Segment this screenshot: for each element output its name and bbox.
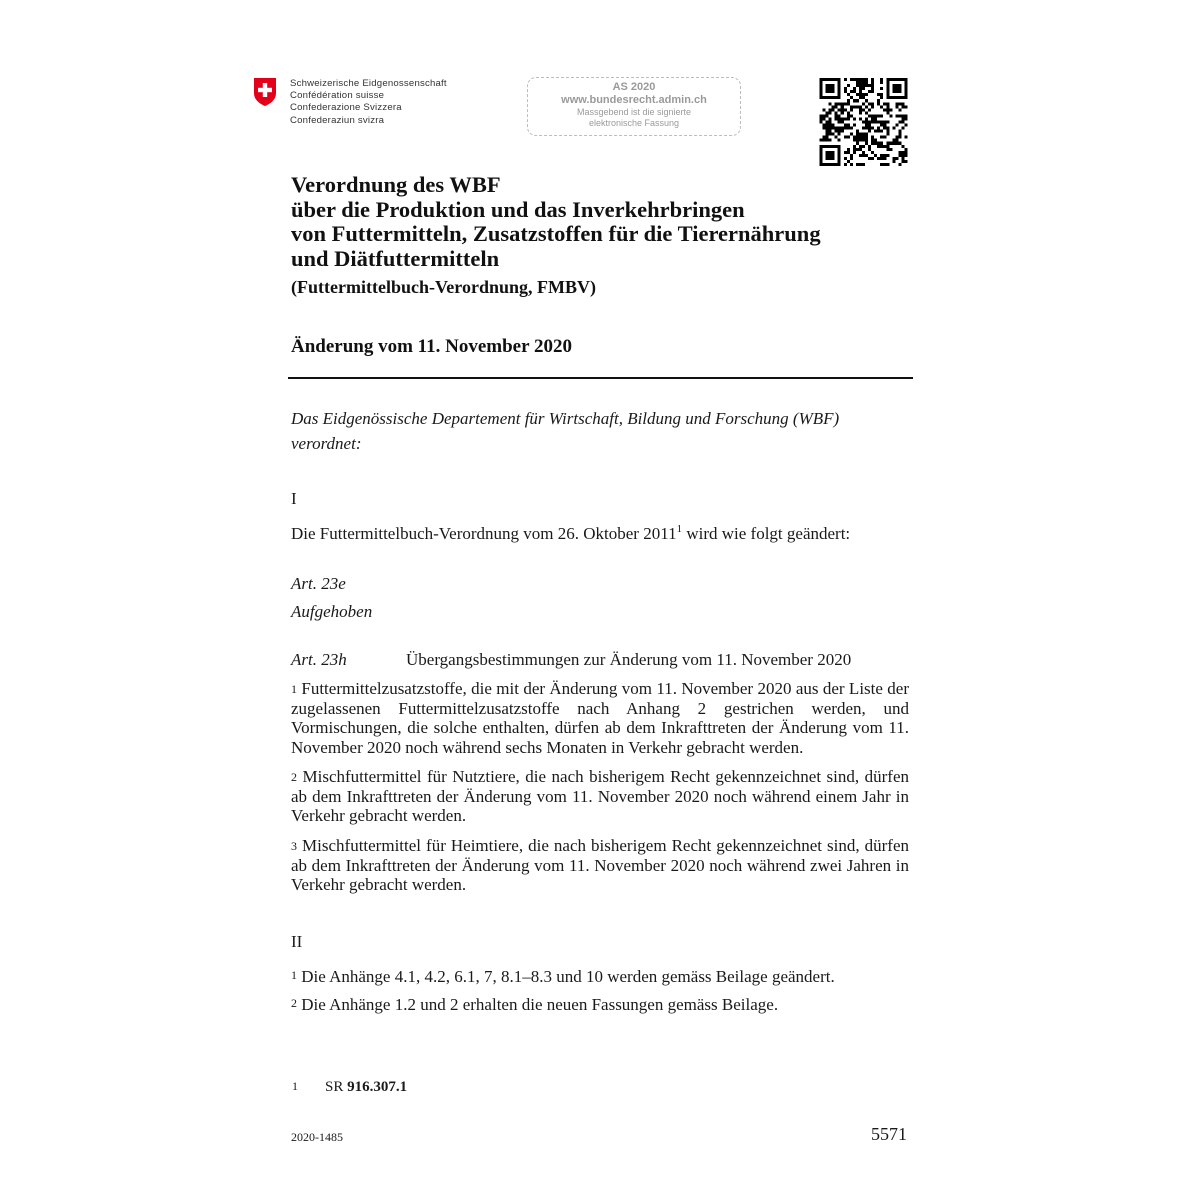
stamp-note-line1: Massgebend ist die signierte (576, 107, 692, 117)
footnote-text (325, 1079, 407, 1096)
institution-names (290, 78, 447, 127)
qr-code-icon (819, 78, 908, 166)
page-number: 5571 (871, 1124, 907, 1144)
footnote-prefix: SR (325, 1079, 348, 1095)
article-23h-paragraph-2 (291, 767, 909, 826)
paragraph-text: Mischfuttermittel für Nutztiere, die nach bisherigem Recht gekennzeichnet sind, dürfen ab dem Inkrafttreten der Änderung vom 11. November 2020 noch während einem Jahr in Verkehr gebracht werden. (291, 767, 910, 825)
article-23e-label: Art. 23e (291, 574, 346, 593)
title-divider (288, 377, 913, 379)
title-line: über die Produktion und das Inverkehrbringen (291, 196, 745, 222)
section-numeral-i: I (291, 489, 297, 508)
paragraph-number: 2 (291, 996, 297, 1010)
paragraph-number: 1 (291, 968, 297, 982)
stamp-website: www.bundesrecht.admin.ch (561, 94, 707, 106)
document-number: 2020-1485 (291, 1130, 343, 1144)
section-numeral-ii: II (291, 932, 303, 951)
section-ii-paragraph-2 (291, 995, 778, 1015)
article-23h-paragraph-3 (291, 836, 909, 895)
document-title (291, 173, 821, 271)
official-publication-stamp (527, 77, 741, 136)
institution-line-fr: Confédération suisse (290, 90, 385, 102)
preamble-line: verordnet: (291, 434, 362, 453)
preamble-line: Das Eidgenössische Departement für Wirtschaft, Bildung und Forschung (WBF) (291, 409, 840, 428)
article-23h-heading: Übergangsbestimmungen zur Änderung vom 11. November 2020 (406, 650, 852, 669)
paragraph-number: 2 (291, 770, 297, 784)
stamp-as-number: AS 2020 (612, 81, 656, 93)
title-line: und Diätfuttermitteln (291, 245, 500, 271)
institution-line-de: Schweizerische Eidgenossenschaft (290, 78, 447, 89)
paragraph-number: 1 (291, 682, 297, 696)
institution-line-rm: Confederaziun svizra (290, 114, 385, 126)
title-line: von Futtermitteln, Zusatzstoffen für die Tierernährung (291, 221, 821, 246)
stamp-note-line2: elektronische Fassung (588, 118, 680, 128)
footnote-reference: 1 (676, 523, 683, 535)
paragraph-number: 3 (291, 839, 297, 853)
article-23e-text: Aufgehoben (291, 602, 373, 621)
footnote-number: 1 (292, 1079, 298, 1093)
article-23h-label: Art. 23h (291, 650, 347, 669)
section-ii-paragraph-1 (291, 967, 835, 987)
preamble (291, 406, 911, 456)
document-short-title: (Futtermittelbuch-Verordnung, FMBV) (291, 277, 596, 297)
amendment-date-heading: Änderung vom 11. November 2020 (291, 336, 572, 357)
article-23h-paragraph-1 (291, 679, 909, 757)
institution-line-it: Confederazione Svizzera (290, 102, 402, 114)
paragraph-text: Die Anhänge 1.2 und 2 erhalten die neuen Fassungen gemäss Beilage. (301, 995, 779, 1014)
footnote-sr-reference: 916.307.1 (347, 1079, 408, 1095)
amendment-intro-sentence (291, 524, 850, 544)
paragraph-text: Mischfuttermittel für Heimtiere, die nach bisherigem Recht gekennzeichnet sind, dürfen ab dem Inkrafttreten der Änderung vom 11. November 2020 noch während zwei Jahren in Verkehr gebracht werden. (291, 836, 909, 894)
swiss-cross-emblem-icon (252, 77, 278, 107)
paragraph-text: Futtermittelzusatzstoffe, die mit der Änderung vom 11. November 2020 aus der Liste der zugelassenen Futtermittelzusatzstoffe nach Anhang 2 gestrichen werden, und Vormischungen, die solche enthalten, dürfen ab dem Inkrafttreten der Änderung vom 11. November 2020 noch während sechs Monaten in Verkehr gebracht werden. (291, 679, 909, 757)
amendment-intro-text: Die Futtermittelbuch-Verordnung vom 26. Oktober 2011 (291, 524, 677, 543)
amendment-intro-text-end: wird wie folgt geändert: (682, 524, 851, 543)
title-line: Verordnung des WBF (291, 172, 501, 197)
paragraph-text: Die Anhänge 4.1, 4.2, 6.1, 7, 8.1–8.3 und 10 werden gemäss Beilage geändert. (301, 967, 835, 986)
